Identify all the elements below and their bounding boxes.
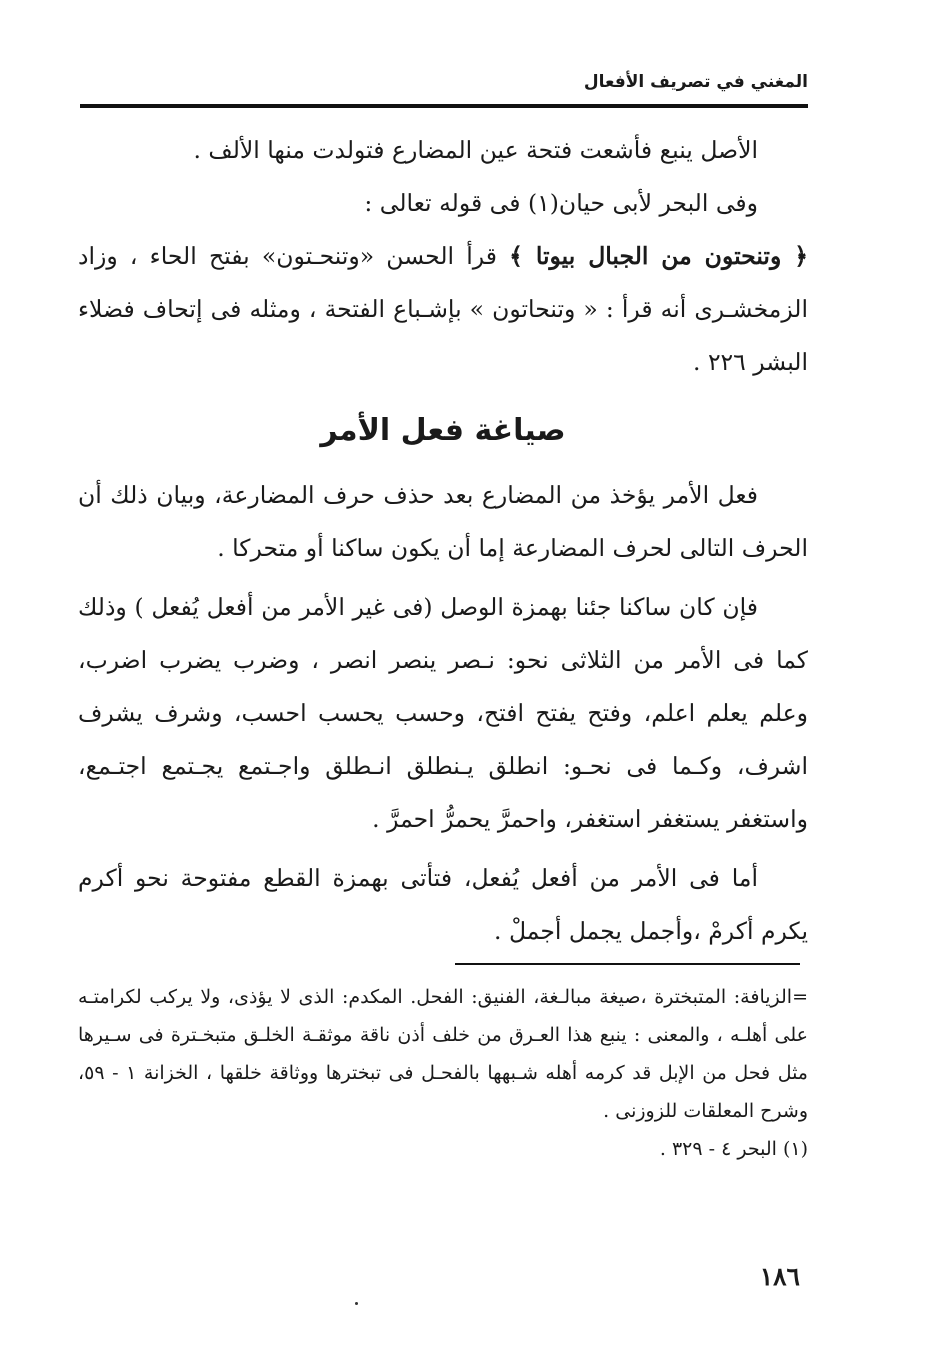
footnote-1: (١) البحر ٤ - ٣٢٩ . [659, 1138, 808, 1160]
paragraph-3-text: قرأ الحسن «وتنحـتون» بفتح الحاء ، وزاد الزمخشـرى أنه قرأ : « وتنحاتون » بإشـباع الفتحة ، ومثله فى إتحاف فضلاء البشر ٢٢٦ . [78, 242, 808, 376]
footnotes [78, 978, 808, 1168]
paragraph-5: فإن كان ساكنا جئنا بهمزة الوصل (فى غير الأمر من أفعل يُفعل ) وذلك كما فى الأمر من الثلاثى نحو: نـصر ينصر انصر ، وضرب يضرب اضرب، وعلم يعلم اعلم، وفتح يفتح افتح، وحسب يحسب احسب، وشرف يشرف اشرف، وكـما فى نحـو: انطلق يـنطلق انـطلق واجـتمع يجـتمع اجتـمع، واستغفر يستغفر استغفر، واحمرَّ يحمرُّ احمرَّ . [78, 593, 808, 833]
running-title: المغني في تصريف الأفعال [583, 72, 808, 92]
paragraph-1: الأصل ينبع فأشعت فتحة عين المضارع فتولدت منها الألف . [193, 136, 758, 164]
paragraph-2: وفى البحر لأبى حيان(١) فى قوله تعالى : [364, 189, 758, 217]
footnote-rule [455, 963, 800, 965]
quran-verse: ﴿ وتنحتون من الجبال بيوتا ﴾ [509, 242, 808, 270]
page-number: ١٨٦ [759, 1262, 800, 1291]
main-text [78, 124, 808, 958]
footnote-continued: =الزيافة: المتبخترة ،صيغة مبالـغة، الفنيق: الفحل. المكدم: الذى لا يؤذى، ولا يركب لكرامتـه على أهلـه ، والمعنى : ينبع هذا العـرق من خلف أذن ناقة موثقـة الخلـق متبخـترة فى سـيرها مثل فحل من الإبل قد كرمه أهله شـبهها بالفحـل فى تبخترها ووثاقة خلقها ، الخزانة ١ - ٥٩، وشرح المعلقات للزوزنى . [78, 986, 808, 1122]
header-rule [80, 104, 808, 108]
paragraph-6: أما فى الأمر من أفعل يُفعل، فتأتى بهمزة القطع مفتوحة نحو أكرم يكرم أكرمْ ،وأجمل يجمل أجملْ . [78, 864, 808, 945]
scan-speck [355, 1302, 358, 1305]
section-heading: صياغة فعل الأمر [320, 413, 566, 448]
paragraph-4: فعل الأمر يؤخذ من المضارع بعد حذف حرف المضارعة، وبيان ذلك أن الحرف التالى لحرف المضارعة إما أن يكون ساكنا أو متحركا . [78, 481, 808, 562]
paragraph-3 [78, 230, 808, 389]
